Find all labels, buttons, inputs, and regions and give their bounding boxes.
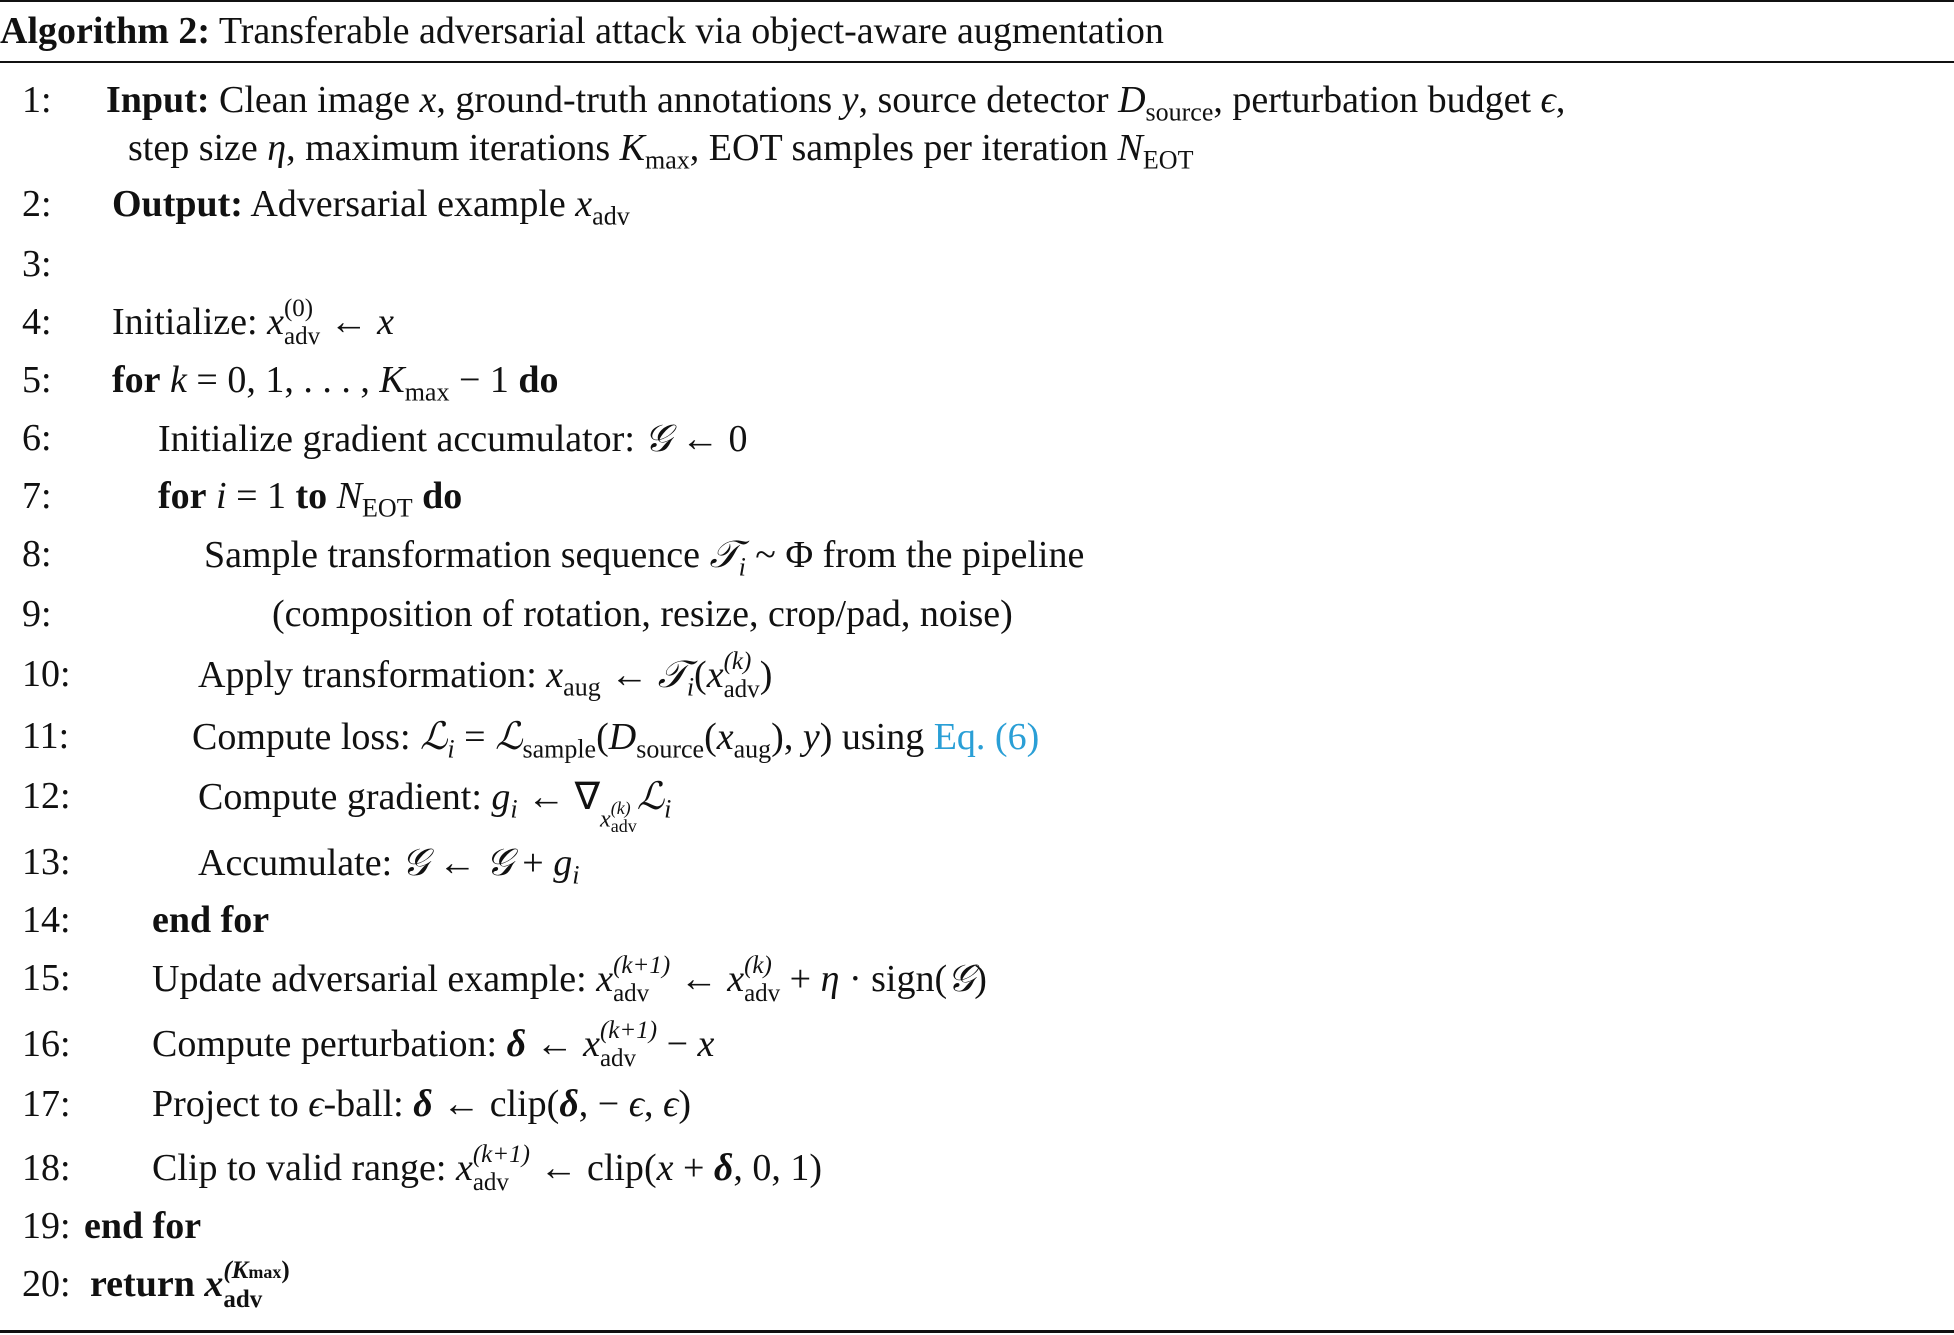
- line-number: 9:: [22, 593, 52, 635]
- line-number: 15:: [22, 957, 71, 999]
- do-keyword: do: [422, 475, 463, 517]
- line-number: 12:: [22, 775, 71, 817]
- for-keyword: for: [158, 475, 207, 517]
- for-keyword: for: [112, 359, 161, 401]
- line-number: 4:: [22, 301, 52, 343]
- line-body: Output: Adversarial example $x_{adv}$: [112, 183, 630, 231]
- line-number: 8:: [22, 533, 52, 575]
- line-number: 10:: [22, 653, 71, 695]
- line-body: for i = 1 to $N_{EOT}$ do: [158, 475, 463, 523]
- line-number: 1:: [22, 79, 52, 121]
- line-number: 2:: [22, 183, 52, 225]
- line-number: 5:: [22, 359, 52, 401]
- line-number: 3:: [22, 243, 52, 285]
- top-rule: [0, 0, 1954, 2]
- line-number: 11:: [22, 715, 70, 757]
- line-number: 14:: [22, 899, 71, 941]
- caption-rule: [0, 61, 1954, 63]
- line-number: 20:: [22, 1263, 71, 1305]
- line-body: Sample transformation sequence 𝒯$_i$ ~ Φ from the pipeline: [204, 532, 1085, 582]
- line-number: 6:: [22, 417, 52, 459]
- end-for-keyword: end for: [84, 1205, 202, 1247]
- output-keyword: Output:: [112, 183, 243, 225]
- line-number: 18:: [22, 1147, 71, 1189]
- line-body: step size η, maximum iterations $K_{max}$, EOT samples per iteration $N_{EOT}$: [128, 127, 1194, 175]
- line-body: Update adversarial example: x (k+1) adv ← x (k) adv + η · sign(𝒢): [152, 952, 987, 1008]
- line-body: return x (Kmax) adv: [90, 1256, 290, 1313]
- line-body: Compute gradient: $g_i$ ← ∇x (k) adv ℒ$_i$: [198, 774, 672, 837]
- line-number: 17:: [22, 1083, 71, 1125]
- line-body: Clip to valid range: x (k+1) adv ← clip(x + δ, 0, 1): [152, 1141, 823, 1197]
- return-keyword: return: [90, 1263, 195, 1305]
- bottom-rule: [0, 1330, 1954, 1333]
- line-body: Compute loss: ℒ$_i$ = $ℒ_{sample}(D_{source}(x_{aug})$, y) using Eq. (6): [192, 714, 1040, 764]
- line-body: Initialize gradient accumulator: 𝒢 ← 0: [158, 416, 748, 460]
- line-body: Accumulate: 𝒢 ← 𝒢 + $g_i$: [198, 840, 580, 890]
- line-number: 19:: [22, 1205, 71, 1247]
- line-body: for k = 0, 1, . . . , $K_{max} - 1$ do: [112, 359, 559, 407]
- line-number: 7:: [22, 475, 52, 517]
- line-body: [84, 1198, 201, 1254]
- line-body: Input: Clean image x, ground-truth annotations y, source detector $D_{source}$, perturbation budget ϵ,: [106, 79, 1566, 127]
- input-keyword: Input:: [106, 79, 210, 121]
- end-for-keyword: end for: [152, 899, 270, 941]
- algorithm-caption: [0, 6, 1164, 56]
- line-body: Compute perturbation: δ ← x (k+1) adv − x: [152, 1017, 715, 1073]
- to-keyword: to: [295, 475, 328, 517]
- line-body: Initialize: x (0) adv ← x: [112, 295, 394, 351]
- do-keyword: do: [518, 359, 559, 401]
- line-body: [152, 892, 269, 948]
- line-number: 16:: [22, 1023, 71, 1065]
- caption-label: Algorithm 2:: [0, 10, 211, 52]
- line-body: (composition of rotation, resize, crop/pad, noise): [272, 593, 1013, 635]
- line-body: Project to ϵ-ball: δ ← clip(δ, − ϵ, ϵ): [152, 1083, 692, 1125]
- caption-title: Transferable adversarial attack via object-aware augmentation: [210, 10, 1164, 52]
- line-number: 13:: [22, 841, 71, 883]
- equation-6-link[interactable]: Eq. (6): [933, 716, 1040, 758]
- line-body: Apply transformation: $x_{aug}$ ← 𝒯$_i$(x (k) adv ): [198, 648, 773, 704]
